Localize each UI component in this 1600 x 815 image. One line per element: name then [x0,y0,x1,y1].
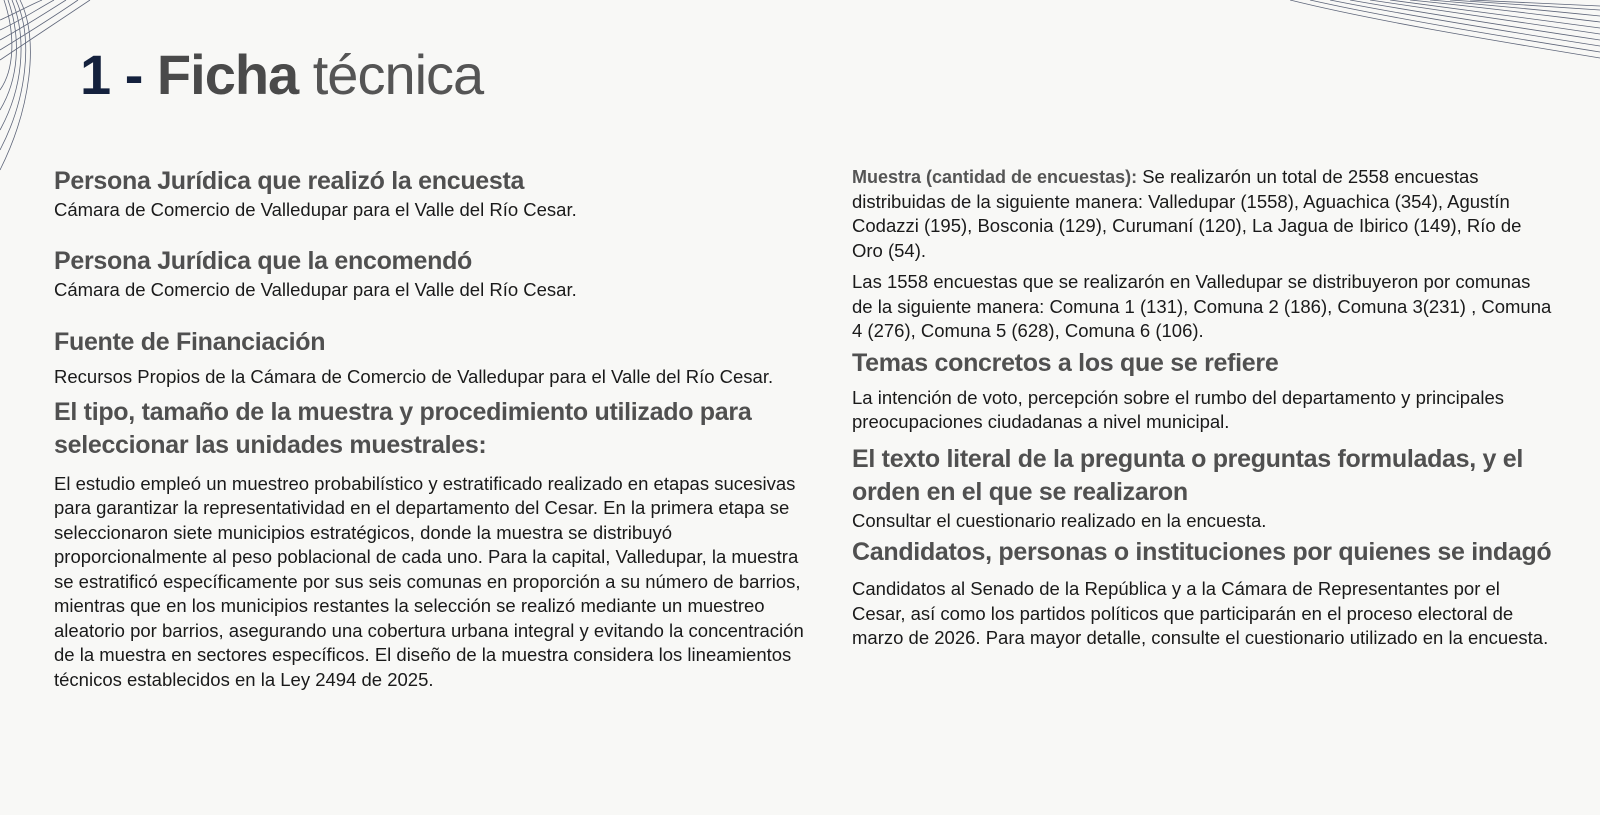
section-topics [852,347,1552,435]
right-column [852,165,1552,651]
section-text: Cámara de Comercio de Valledupar para el Valle del Río Cesar. [54,199,577,220]
section-heading: Persona Jurídica que realizó la encuesta [54,167,525,195]
section-heading: El texto literal de la pregunta o preguntas formuladas, y el orden en el que se realizaron [852,444,1524,506]
section-text: Cámara de Comercio de Valledupar para el Valle del Río Cesar. [54,278,577,300]
section-heading: Temas concretos a los que se refiere [852,348,1279,377]
section-heading: Persona Jurídica que la encomendó [54,246,473,275]
page-title [80,40,483,110]
section-question-text [852,443,1552,534]
section-legal-entity-commissioned [54,245,804,303]
section-heading: Fuente de Financiación [54,328,326,356]
section-text: El estudio empleó un muestreo probabilístico y estratificado realizado en etapas sucesivas para garantizar la representatividad en el departamento del Cesar. En la primera etapa se seleccionaron siete municipios estratégicos, donde la muestra se distribuyó proporcionalmente al peso poblacional de cada uno. Para la capital, Valledupar, la muestra se estratificó específicamente por sus seis comunas en proporción a su número de barrios, mientras que en los municipios restantes la selección se realizó mediante un muestreo aleatorio por barrios, asegurando una cobertura urbana integral y evitando la concentración de la muestra en sectores específicos. El diseño de la muestra considera los lineamientos técnicos establecidos en la Ley 2494 de 2025. [54,472,804,690]
section-funding-source [54,326,804,390]
section-sample-size [852,165,1552,344]
sample-label: Muestra (cantidad de encuestas): [852,167,1138,187]
section-text: Candidatos al Senado de la República y a la Cámara de Representantes por el Cesar, así como los partidos políticos que participarán en el proceso electoral de marzo de 2026. Para mayor detalle, consulte el cuestionario utilizado en la encuesta. [852,578,1549,648]
section-heading: Candidatos, personas o instituciones por quienes se indagó [852,538,1552,566]
section-text: Consultar el cuestionario realizado en la encuesta. [852,509,1267,531]
section-sampling-procedure [54,396,804,693]
curved-lines-decoration-right [1290,0,1600,70]
section-heading: El tipo, tamaño de la muestra y procedimiento utilizado para seleccionar las unidades muestrales: [54,397,752,459]
section-text: Recursos Propios de la Cámara de Comercio de Valledupar para el Valle del Río Cesar. [54,366,774,387]
section-legal-entity-conducted [54,165,804,223]
sample-paragraph [852,165,1552,263]
title-bold-word: Ficha [156,43,299,106]
title-number: 1 - [80,43,143,106]
section-text: La intención de voto, percepción sobre el rumbo del departamento y principales preocupaciones ciudadanas a nivel municipal. [852,386,1505,432]
title-light-word: técnica [312,43,484,106]
sample-text: Se realizarón un total de 2558 encuestas distribuidas de la siguiente manera: Valledupar (1558), Aguachica (354), Agustín Codazzi (195), Bosconia (129), Curumaní (120), La Jagua de Ibirico (149), Río de Oro (54). [852,166,1522,261]
left-column [54,165,804,692]
sample-distribution-text: Las 1558 encuestas que se realizarón en Valledupar se distribuyeron por comunas de la siguiente manera: Comuna 1 (131), Comuna 2 (186), Comuna 3(231) , Comuna 4 (276), Comuna 5 (628), Comuna 6 (106). [852,271,1552,341]
section-candidates [852,536,1552,651]
